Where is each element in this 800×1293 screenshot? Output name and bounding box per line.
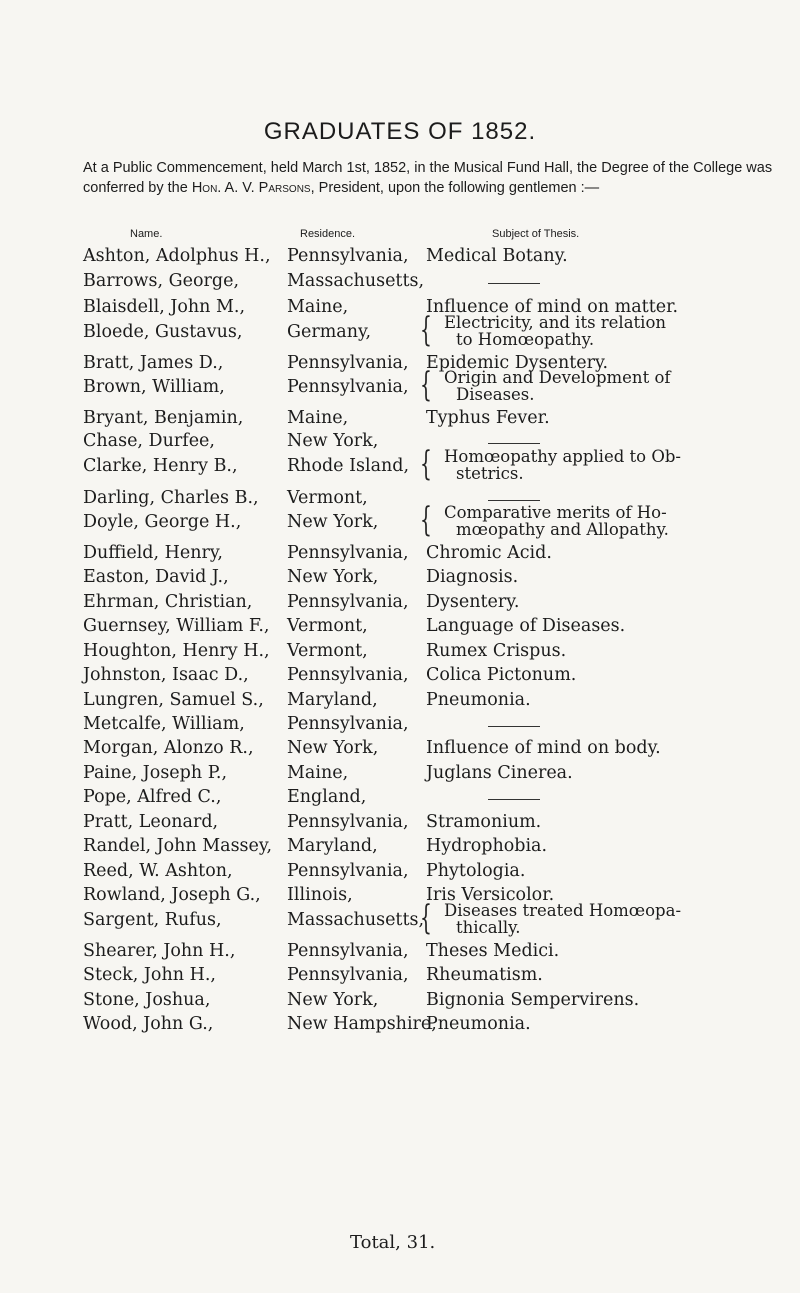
graduate-residence: Pennsylvania, bbox=[287, 353, 409, 373]
no-thesis-dash bbox=[488, 283, 540, 284]
graduate-name: Paine, Joseph P., bbox=[83, 763, 228, 783]
graduate-name: Pope, Alfred C., bbox=[83, 787, 222, 807]
graduate-name: Houghton, Henry H., bbox=[83, 641, 270, 661]
graduate-name: Pratt, Leonard, bbox=[83, 812, 219, 832]
thesis-subject: Bignonia Sempervirens. bbox=[426, 990, 640, 1010]
graduate-residence: Pennsylvania, bbox=[287, 665, 409, 685]
graduate-residence: England, bbox=[287, 787, 367, 807]
graduate-name: Bratt, James D., bbox=[83, 353, 224, 373]
graduate-residence: Pennsylvania, bbox=[287, 543, 409, 563]
graduate-residence: Massachusetts, bbox=[287, 910, 425, 930]
graduate-name: Barrows, George, bbox=[83, 271, 240, 291]
graduate-name: Brown, William, bbox=[83, 377, 225, 397]
graduate-residence: Massachusetts, bbox=[287, 271, 425, 291]
graduate-residence: Pennsylvania, bbox=[287, 812, 409, 832]
graduate-residence: New Hampshire, bbox=[287, 1014, 437, 1034]
graduate-residence: New York, bbox=[287, 567, 379, 587]
graduates-list bbox=[0, 246, 800, 1034]
thesis-subject-line: Electricity, and its relation bbox=[444, 313, 667, 332]
graduate-name: Metcalfe, William, bbox=[83, 714, 245, 734]
graduate-residence: Pennsylvania, bbox=[287, 941, 409, 961]
thesis-subject: Stramonium. bbox=[426, 812, 542, 832]
graduate-residence: Pennsylvania, bbox=[287, 965, 409, 985]
graduate-name: Duffield, Henry, bbox=[83, 543, 223, 563]
graduate-residence: Pennsylvania, bbox=[287, 714, 409, 734]
page-title: GRADUATES OF 1852. bbox=[263, 118, 537, 145]
thesis-subject-line: Comparative merits of Ho- bbox=[444, 503, 667, 522]
graduate-residence: New York, bbox=[287, 512, 379, 532]
brace-mark: { bbox=[420, 365, 432, 405]
graduate-name: Clarke, Henry B., bbox=[83, 456, 238, 476]
graduate-name: Doyle, George H., bbox=[83, 512, 242, 532]
graduate-residence: Maine, bbox=[287, 408, 349, 428]
graduate-residence: Pennsylvania, bbox=[287, 592, 409, 612]
graduate-name: Guernsey, William F., bbox=[83, 616, 270, 636]
thesis-subject-line: to Homœopathy. bbox=[456, 330, 595, 349]
thesis-subject: Diagnosis. bbox=[426, 567, 519, 587]
intro-text-end: , President, upon the following gentlemen :— bbox=[310, 180, 600, 196]
thesis-subject-line: mœopathy and Allopathy. bbox=[456, 520, 669, 539]
thesis-subject: Language of Diseases. bbox=[426, 616, 626, 636]
graduate-residence: New York, bbox=[287, 738, 379, 758]
graduate-residence: Rhode Island, bbox=[287, 456, 410, 476]
graduate-name: Randel, John Massey, bbox=[83, 836, 273, 856]
brace-mark: { bbox=[420, 310, 432, 350]
thesis-subject: Hydrophobia. bbox=[426, 836, 548, 856]
graduate-name: Ashton, Adolphus H., bbox=[83, 246, 271, 266]
thesis-subject: Colica Pictonum. bbox=[426, 665, 577, 685]
graduate-name: Lungren, Samuel S., bbox=[83, 690, 264, 710]
intro-paragraph bbox=[83, 158, 773, 198]
graduate-name: Ehrman, Christian, bbox=[83, 592, 253, 612]
thesis-subject: Influence of mind on body. bbox=[426, 738, 661, 758]
brace-mark: { bbox=[420, 444, 432, 484]
thesis-subject: Phytologia. bbox=[426, 861, 526, 881]
graduate-name: Reed, W. Ashton, bbox=[83, 861, 233, 881]
thesis-subject: Rheumatism. bbox=[426, 965, 543, 985]
graduate-residence: Maine, bbox=[287, 297, 349, 317]
no-thesis-dash bbox=[488, 726, 540, 727]
graduate-name: Bryant, Benjamin, bbox=[83, 408, 244, 428]
graduate-residence: Illinois, bbox=[287, 885, 353, 905]
thesis-subject: Juglans Cinerea. bbox=[426, 763, 573, 783]
graduate-name: Easton, David J., bbox=[83, 567, 229, 587]
graduate-residence: Maine, bbox=[287, 763, 349, 783]
graduate-name: Rowland, Joseph G., bbox=[83, 885, 261, 905]
graduate-residence: Pennsylvania, bbox=[287, 246, 409, 266]
thesis-subject: Pneumonia. bbox=[426, 690, 531, 710]
thesis-subject: Medical Botany. bbox=[426, 246, 568, 266]
graduate-residence: Germany, bbox=[287, 322, 372, 342]
graduate-residence: Vermont, bbox=[287, 616, 368, 636]
thesis-subject-line: Homœopathy applied to Ob- bbox=[444, 447, 682, 466]
graduate-name: Darling, Charles B., bbox=[83, 488, 259, 508]
graduate-name: Steck, John H., bbox=[83, 965, 216, 985]
thesis-subject: Theses Medici. bbox=[426, 941, 560, 961]
graduate-name: Bloede, Gustavus, bbox=[83, 322, 243, 342]
header-name: Name. bbox=[130, 228, 163, 240]
graduate-name: Sargent, Rufus, bbox=[83, 910, 222, 930]
graduate-name: Stone, Joshua, bbox=[83, 990, 211, 1010]
graduate-name: Johnston, Isaac D., bbox=[83, 665, 249, 685]
no-thesis-dash bbox=[488, 799, 540, 800]
graduate-name: Shearer, John H., bbox=[83, 941, 236, 961]
thesis-subject: Chromic Acid. bbox=[426, 543, 552, 563]
thesis-subject: Typhus Fever. bbox=[426, 408, 550, 428]
graduate-residence: Maryland, bbox=[287, 690, 378, 710]
thesis-subject: Pneumonia. bbox=[426, 1014, 531, 1034]
graduate-residence: New York, bbox=[287, 431, 379, 451]
thesis-subject: Epidemic Dysentery. bbox=[426, 353, 609, 373]
header-subject: Subject of Thesis. bbox=[492, 228, 580, 240]
no-thesis-dash bbox=[488, 443, 540, 444]
thesis-subject-line: Diseases treated Homœopa- bbox=[444, 901, 682, 920]
thesis-subject: Dysentery. bbox=[426, 592, 520, 612]
graduate-residence: Maryland, bbox=[287, 836, 378, 856]
thesis-subject-line: Diseases. bbox=[456, 385, 535, 404]
graduate-name: Wood, John G., bbox=[83, 1014, 214, 1034]
thesis-subject: Iris Versicolor. bbox=[426, 885, 555, 905]
brace-mark: { bbox=[420, 898, 432, 938]
graduate-residence: Vermont, bbox=[287, 641, 368, 661]
thesis-subject-line: thically. bbox=[456, 918, 521, 937]
graduate-name: Morgan, Alonzo R., bbox=[83, 738, 254, 758]
header-residence: Residence. bbox=[300, 228, 356, 240]
brace-mark: { bbox=[420, 500, 432, 540]
president-name: Hon. A. V. Parsons bbox=[191, 180, 311, 196]
column-headers bbox=[0, 228, 800, 244]
graduate-name: Chase, Durfee, bbox=[83, 431, 215, 451]
thesis-subject-line: stetrics. bbox=[456, 464, 524, 483]
graduate-residence: New York, bbox=[287, 990, 379, 1010]
total-count: Total, 31. bbox=[350, 1232, 436, 1253]
thesis-subject-line: Origin and Development of bbox=[444, 368, 671, 387]
graduate-residence: Pennsylvania, bbox=[287, 377, 409, 397]
graduate-name: Blaisdell, John M., bbox=[83, 297, 246, 317]
intro-text-start: At a Public Commencement, held March 1st, 1852, in the Musical Fund Hall, the Degree of the College was conferred by the bbox=[83, 160, 773, 196]
thesis-subject: Rumex Crispus. bbox=[426, 641, 567, 661]
no-thesis-dash bbox=[488, 500, 540, 501]
graduate-residence: Pennsylvania, bbox=[287, 861, 409, 881]
thesis-subject: Influence of mind on matter. bbox=[426, 297, 679, 317]
graduate-residence: Vermont, bbox=[287, 488, 368, 508]
